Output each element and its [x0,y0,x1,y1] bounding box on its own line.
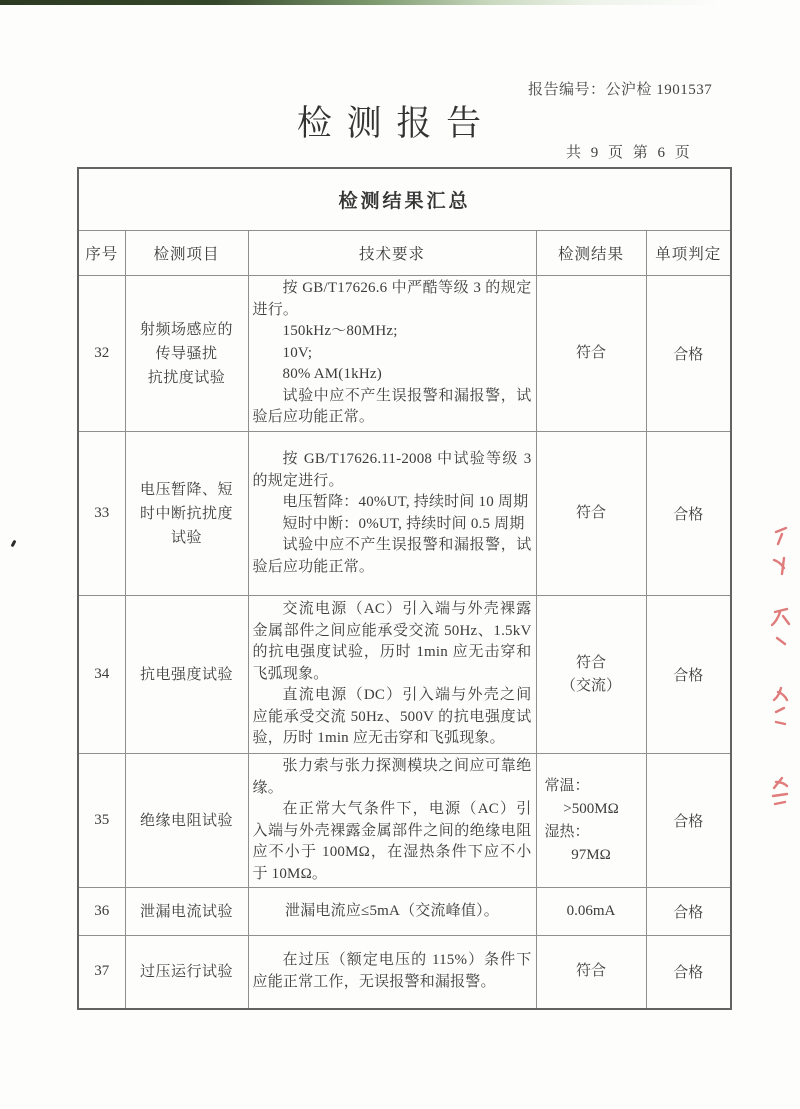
judgment: 合格 [646,936,731,1009]
judgment: 合格 [646,276,731,432]
col-header-result: 检测结果 [536,231,646,276]
technical-requirements: 在过压（额定电压的 115%）条件下应能正常工作，无误报警和漏报警。 [248,936,536,1009]
test-result: 常温： >500MΩ 湿热： 97MΩ [536,754,646,888]
table-title-row [78,168,731,231]
table-row [78,276,731,432]
col-header-no: 序号 [78,231,125,276]
table-row [78,596,731,754]
row-no: 35 [78,754,125,888]
page-title: 检 测 报 告 [296,104,484,143]
col-header-requirements: 技术要求 [248,231,536,276]
test-item: 过压运行试验 [125,936,248,1009]
judgment: 合格 [646,596,731,754]
row-no: 34 [78,596,125,754]
judgment: 合格 [646,754,731,888]
test-result: 符合 [536,432,646,596]
page-count: 共 9 页 第 6 页 [566,145,692,161]
table-row [78,888,731,936]
test-result: 符合 [536,936,646,1009]
test-result: 符合 [536,276,646,432]
table-header-row [78,231,731,276]
test-item: 泄漏电流试验 [125,888,248,936]
row-no: 36 [78,888,125,936]
test-item: 绝缘电阻试验 [125,754,248,888]
red-stamp-fragment-icon [760,520,796,850]
technical-requirements: 交流电源（AC）引入端与外壳裸露金属部件之间应能承受交流 50Hz、1.5kV 的抗电强度试验，历时 1min 应无击穿和飞弧现象。 直流电源（DC）引入端与外壳之间应能承受交流 50Hz、500V 的抗电强度试验，历时 1min 应无击穿和飞弧现象。 [248,596,536,754]
table-row [78,432,731,596]
scan-edge-artifact [0,0,720,5]
report-number: 报告编号：公沪检 1901537 [528,82,713,98]
technical-requirements: 泄漏电流应≤5mA（交流峰值）。 [248,888,536,936]
test-item: 抗电强度试验 [125,596,248,754]
test-result: 0.06mA [536,888,646,936]
test-item: 电压暂降、短 时中断抗扰度 试验 [125,432,248,596]
judgment: 合格 [646,888,731,936]
ink-speck-artifact [11,540,17,548]
table-title: 检测结果汇总 [78,168,731,231]
table-row [78,754,731,888]
technical-requirements: 按 GB/T17626.6 中严酷等级 3 的规定进行。 150kHz～80MHz; 10V; 80% AM(1kHz) 试验中应不产生误报警和漏报警，试验后应功能正常。 [248,276,536,432]
row-no: 37 [78,936,125,1009]
table-row [78,936,731,1009]
row-no: 32 [78,276,125,432]
row-no: 33 [78,432,125,596]
test-item: 射频场感应的 传导骚扰 抗扰度试验 [125,276,248,432]
col-header-judgment: 单项判定 [646,231,731,276]
technical-requirements: 按 GB/T17626.11-2008 中试验等级 3 的规定进行。 电压暂降：40%UT, 持续时间 10 周期 短时中断：0%UT, 持续时间 0.5 周期 试验中应不产生误报警和漏报警，试验后应功能正常。 [248,432,536,596]
test-result: 符合 （交流） [536,596,646,754]
technical-requirements: 张力索与张力探测模块之间应可靠绝缘。 在正常大气条件下，电源（AC）引入端与外壳裸露金属部件之间的绝缘电阻应不小于 100MΩ，在湿热条件下应不小于 10MΩ。 [248,754,536,888]
results-table [77,167,732,1010]
judgment: 合格 [646,432,731,596]
col-header-item: 检测项目 [125,231,248,276]
